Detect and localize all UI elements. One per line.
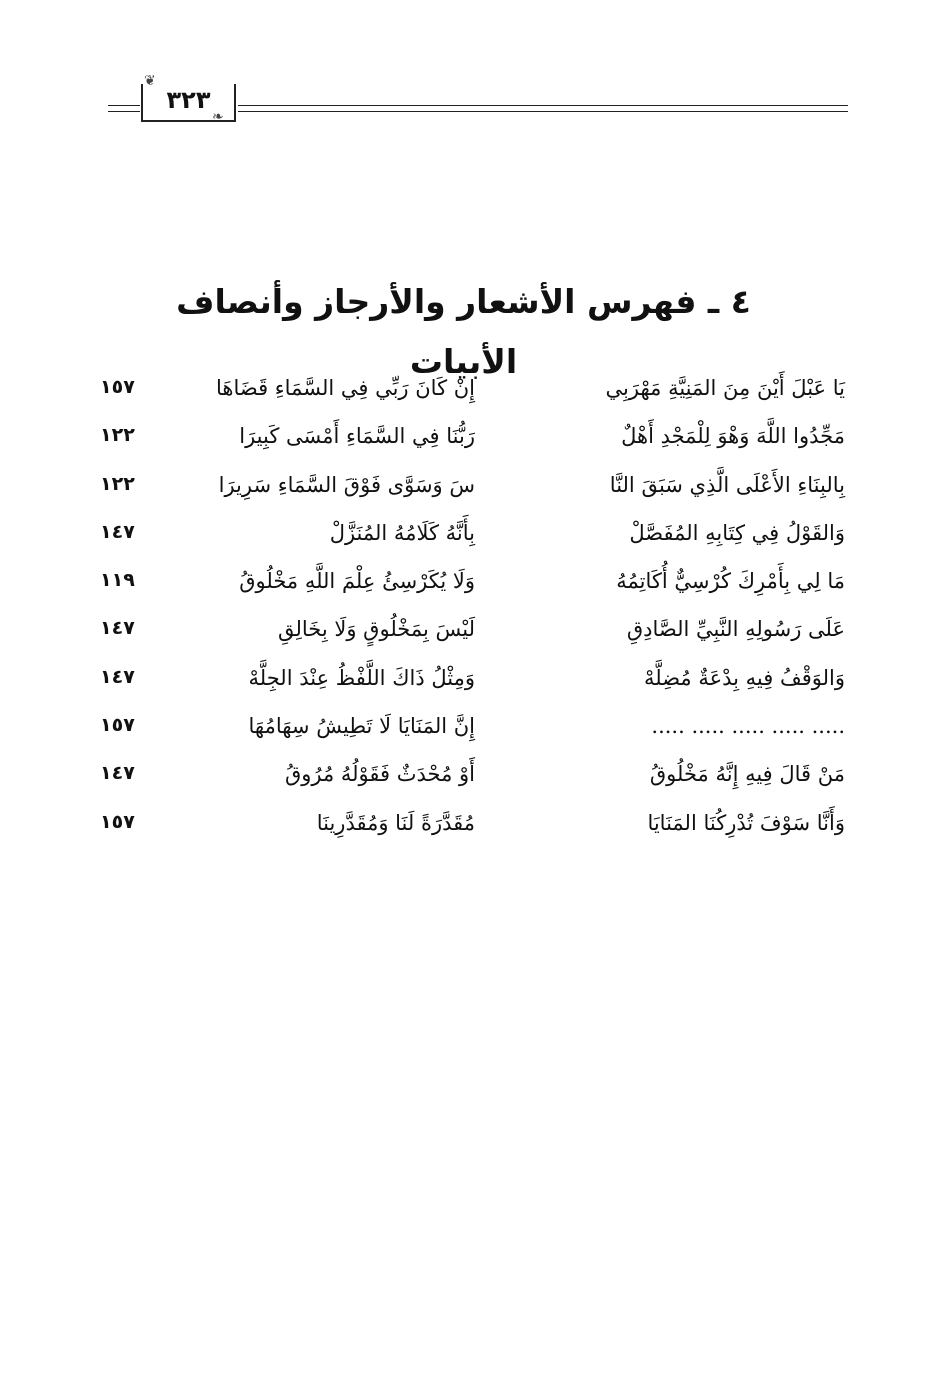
verse-row (100, 756, 845, 804)
verse-first-half: ..... ..... ..... ..... ..... (651, 714, 845, 739)
verse-second-half: إِنْ كَانَ رَبِّي فِي السَّمَاءِ قَضَاهَا (216, 376, 475, 400)
header-rule (238, 111, 848, 112)
verse-second-half: لَيْسَ بِمَخْلُوقٍ وَلَا بِخَالِقِ (278, 617, 475, 642)
verse-first-half: بِالبِنَاءِ الأَعْلَى الَّذِي سَبَقَ النَّا (609, 472, 845, 497)
floral-ornament-icon: ❦ (144, 73, 156, 89)
section-title: ٤ ـ فهرس الأشعار والأرجاز وأنصاف الأبيات (176, 282, 751, 381)
verse-page-number: ١٥٧ (100, 376, 135, 398)
verse-page-number: ١٤٧ (100, 762, 135, 785)
verse-page-number: ١١٩ (100, 569, 135, 592)
verse-page-number: ١٥٧ (100, 810, 135, 833)
verse-page-number: ١٢٢ (100, 472, 135, 495)
verse-first-half: وَأَنَّا سَوْفَ تُدْرِكُنَا المَنَايَا (647, 810, 845, 835)
verse-second-half: رَبُّنَا فِي السَّمَاءِ أَمْسَى كَبِيرَا (239, 424, 475, 449)
verse-second-half: وَلَا يُكَرْسِئُ عِلْمَ اللَّهِ مَخْلُوقُ (239, 569, 475, 594)
header-rule (238, 105, 848, 106)
verse-row (100, 660, 845, 708)
verse-second-half: بِأَنَّهُ كَلَامُهُ المُنَزَّلْ (329, 520, 475, 545)
verse-second-half: مُقَدَّرَةً لَنَا وَمُقَدَّرِينَا (316, 810, 475, 835)
verse-row (100, 708, 845, 756)
page-header (108, 73, 848, 128)
verse-second-half: سَ وَسَوَّى فَوْقَ السَّمَاءِ سَرِيرَا (218, 472, 475, 497)
verse-row (100, 370, 845, 418)
verse-second-half: إِنَّ المَنَايَا لَا تَطِيشُ سِهَامُهَا (248, 714, 475, 739)
verse-page-number: ١٤٧ (100, 520, 135, 543)
floral-ornament-icon: ❧ (212, 109, 224, 125)
header-rule (108, 111, 140, 112)
verse-first-half: وَالوَقْفُ فِيهِ بِدْعَةٌ مُضِلَّهْ (644, 665, 845, 690)
verse-first-half: يَا عَبْلَ أَيْنَ مِنَ المَنِيَّةِ مَهْرَبِي (605, 376, 845, 400)
verse-row (100, 418, 845, 466)
verse-row (100, 805, 845, 853)
verse-second-half: وَمِثْلُ ذَاكَ اللَّفْظُ عِنْدَ الجِلَّهْ (248, 665, 475, 690)
verse-row (100, 611, 845, 659)
verse-page-number: ١٤٧ (100, 617, 135, 640)
verse-first-half: مَا لِي بِأَمْرِكَ كُرْسِيٌّ أُكَاتِمُهُ (616, 569, 845, 594)
verse-row (100, 467, 845, 515)
verse-first-half: مَجِّدُوا اللَّهَ وَهْوَ لِلْمَجْدِ أَهْلٌ (621, 424, 845, 449)
verse-page-number: ١٥٧ (100, 714, 135, 737)
verse-first-half: مَنْ قَالَ فِيهِ إِنَّهُ مَخْلُوقُ (649, 762, 845, 787)
verse-row (100, 515, 845, 563)
verse-row (100, 563, 845, 611)
page-number: ٣٢٣ (166, 86, 211, 114)
verse-first-half: عَلَى رَسُولِهِ النَّبِيِّ الصَّادِقِ (626, 617, 845, 642)
header-rule (108, 105, 140, 106)
verse-first-half: وَالقَوْلُ فِي كِتَابِهِ المُفَصَّلْ (629, 520, 845, 545)
verse-page-number: ١٤٧ (100, 665, 135, 688)
verse-page-number: ١٢٢ (100, 424, 135, 447)
verse-index (100, 370, 845, 853)
verse-second-half: أَوْ مُحْدَثٌ فَقَوْلُهُ مُرُوقُ (284, 762, 475, 787)
